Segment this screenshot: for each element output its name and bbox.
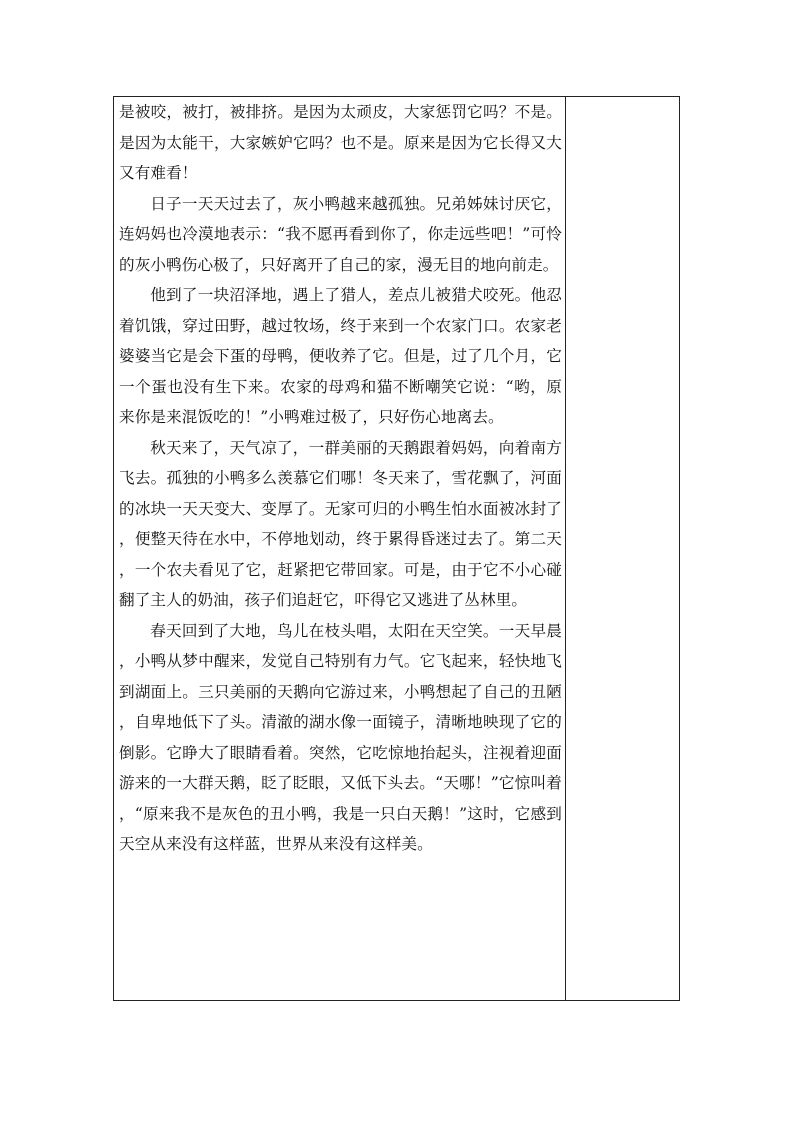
story-paragraph-2: 日子一天天过去了，灰小鸭越来越孤独。兄弟姊妹讨厌它，连妈妈也冷漠地表示：“我不愿再看到你了，你走远些吧！”可怜的灰小鸭伤心极了，只好离开了自己的家，漫无目的地向前走。 [119,194,562,274]
story-paragraph-1: 是被咬，被打，被排挤。是因为太顽皮，大家惩罚它吗？不是。是因为太能干，大家嫉妒它吗？也不是。原来是因为它长得又大又有难看！ [119,103,562,182]
story-text-cell [114,97,566,1000]
document-table [113,96,680,1001]
notes-cell [566,97,679,1000]
story-paragraph-4: 秋天来了，天气凉了，一群美丽的天鹅跟着妈妈，向着南方飞去。孤独的小鸭多么羡慕它们哪！冬天来了，雪花飘了，河面的冰块一天天变大、变厚了。无家可归的小鸭生怕水面被冰封了，便整天待在水中，不停地划动，终于累得昏迷过去了。第二天，一个农夫看见了它，赶紧把它带回家。可是，由于它不小心碰翻了主人的奶油，孩子们追赶它，吓得它又逃进了丛林里。 [119,438,562,609]
story-paragraph-3: 他到了一块沼泽地，遇上了猎人，差点儿被猎犬咬死。他忍着饥饿，穿过田野，越过牧场，终于来到一个农家门口。农家老婆婆当它是会下蛋的母鸭，便收养了它。但是，过了几个月，它一个蛋也没有生下来。农家的母鸡和猫不断嘲笑它说：“哟，原来你是来混饭吃的！”小鸭难过极了，只好伤心地离去。 [119,286,562,426]
story-paragraph-5: 春天回到了大地，鸟儿在枝头唱，太阳在天空笑。一天早晨，小鸭从梦中醒来，发觉自己特别有力气。它飞起来，轻快地飞到湖面上。三只美丽的天鹅向它游过来，小鸭想起了自己的丑陋，自卑地低下了头。清澈的湖水像一面镜子，清晰地映现了它的倒影。它睁大了眼睛看着。突然，它吃惊地抬起头，注视着迎面游来的一大群天鹅，眨了眨眼，又低下头去。“天哪！”它惊叫着，“原来我不是灰色的丑小鸭，我是一只白天鹅！”这时，它感到天空从来没有这样蓝，世界从来没有这样美。 [119,621,562,853]
